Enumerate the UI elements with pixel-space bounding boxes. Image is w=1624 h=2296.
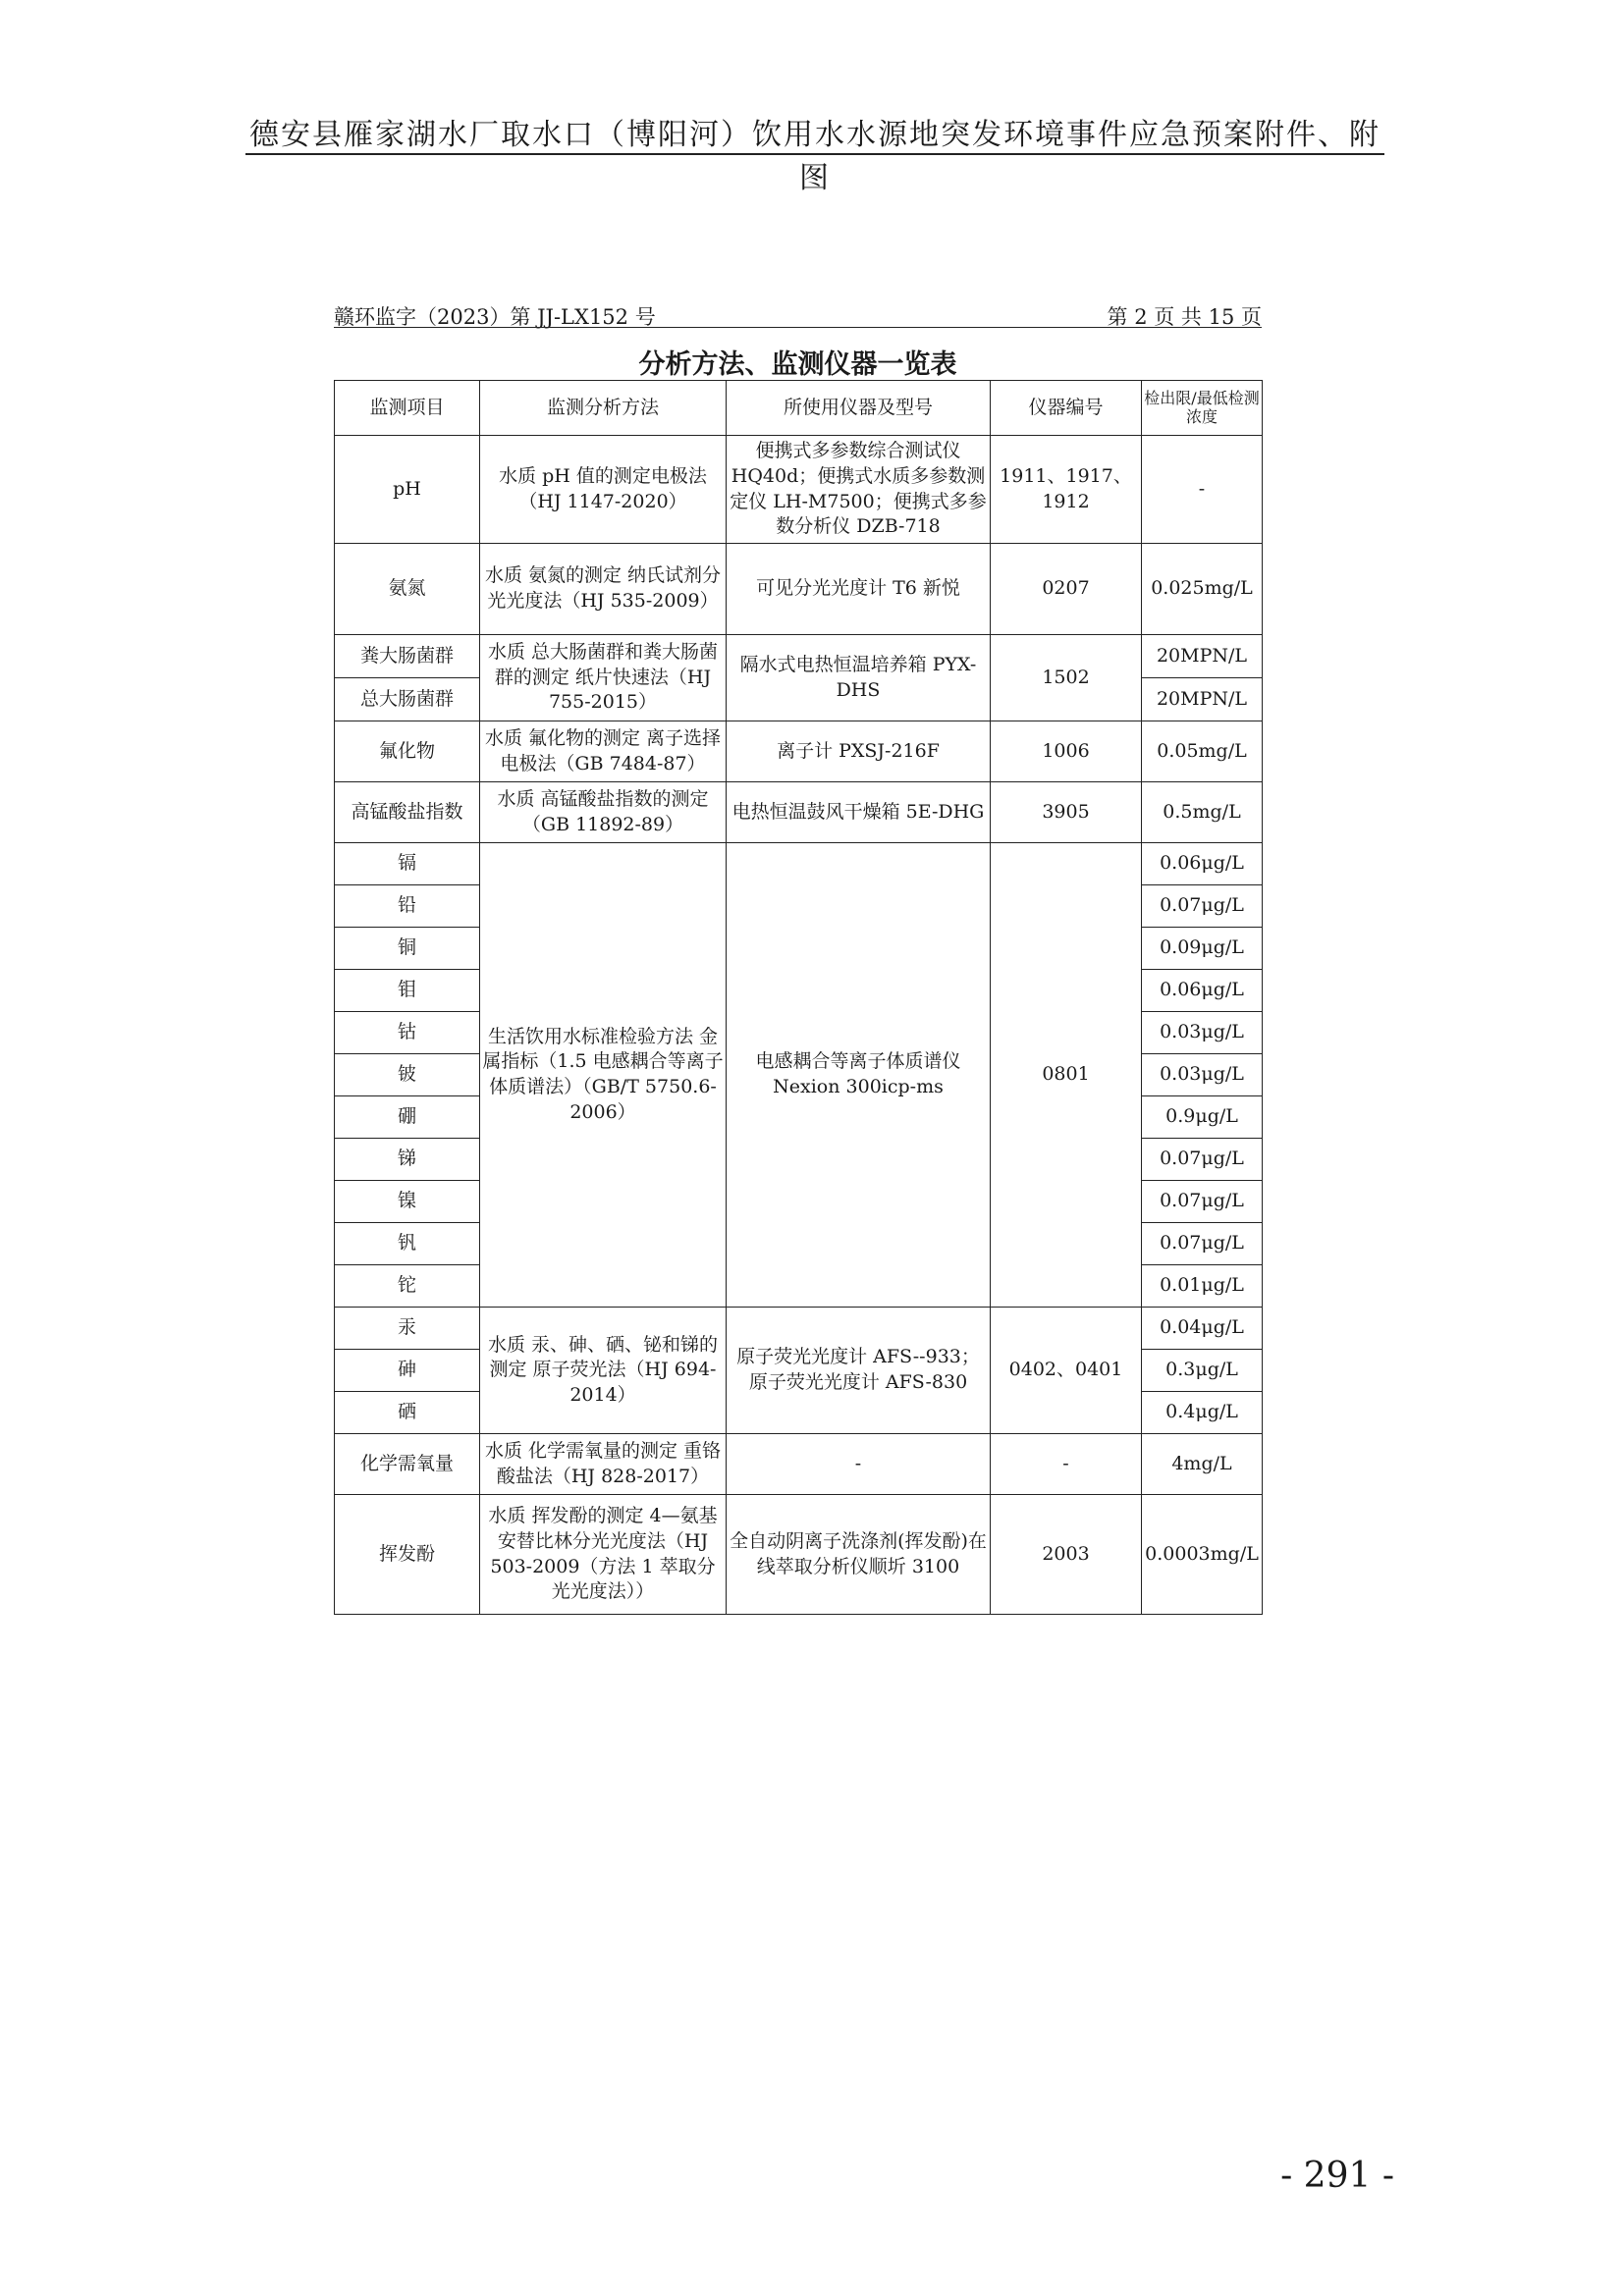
cell-item: 高锰酸盐指数	[335, 782, 480, 843]
cell-method: 水质 氟化物的测定 离子选择电极法（GB 7484-87）	[480, 721, 727, 782]
table-row	[335, 782, 1263, 843]
cell-item: 氨氮	[335, 544, 480, 635]
table-row	[335, 436, 1263, 544]
cell-item: 总大肠菌群	[335, 678, 480, 721]
cell-item: 硼	[335, 1096, 480, 1139]
report-meta-rule	[334, 327, 1262, 328]
cell-method: 水质 pH 值的测定电极法（HJ 1147-2020）	[480, 436, 727, 544]
method-table-container	[334, 380, 1262, 1615]
cell-item: 汞	[335, 1308, 480, 1350]
cell-item: 化学需氧量	[335, 1434, 480, 1495]
cell-limit: 0.03μg/L	[1142, 1054, 1263, 1096]
cell-method: 水质 总大肠菌群和粪大肠菌群的测定 纸片快速法（HJ 755-2015）	[480, 635, 727, 721]
cell-limit: 0.3μg/L	[1142, 1350, 1263, 1392]
header-limit: 检出限/最低检测浓度	[1142, 381, 1263, 436]
cell-method: 水质 挥发酚的测定 4—氨基安替比林分光光度法（HJ 503-2009（方法 1 萃取分光光度法））	[480, 1495, 727, 1615]
table-header-row	[335, 381, 1263, 436]
cell-code: 0402、0401	[991, 1308, 1142, 1434]
cell-instrument: -	[727, 1434, 991, 1495]
cell-limit: 0.4μg/L	[1142, 1392, 1263, 1434]
cell-code: 0801	[991, 843, 1142, 1308]
cell-limit: 0.025mg/L	[1142, 544, 1263, 635]
cell-instrument: 隔水式电热恒温培养箱 PYX-DHS	[727, 635, 991, 721]
cell-code: 2003	[991, 1495, 1142, 1615]
cell-method: 水质 高锰酸盐指数的测定（GB 11892-89）	[480, 782, 727, 843]
table-row	[335, 1308, 1263, 1350]
cell-method: 水质 汞、砷、硒、铋和锑的测定 原子荧光法（HJ 694-2014）	[480, 1308, 727, 1434]
cell-instrument: 便携式多参数综合测试仪 HQ40d；便携式水质多参数测定仪 LH-M7500；便携式多参数分析仪 DZB-718	[727, 436, 991, 544]
cell-instrument: 原子荧光光度计 AFS--933；原子荧光光度计 AFS-830	[727, 1308, 991, 1434]
cell-method: 生活饮用水标准检验方法 金属指标（1.5 电感耦合等离子体质谱法）（GB/T 5750.6-2006）	[480, 843, 727, 1308]
report-number: 赣环监字（2023）第 JJ-LX152 号	[334, 305, 656, 329]
cell-limit: 0.5mg/L	[1142, 782, 1263, 843]
method-table	[334, 380, 1263, 1615]
cell-code: 1911、1917、1912	[991, 436, 1142, 544]
cell-limit: 0.03μg/L	[1142, 1012, 1263, 1054]
cell-limit: 0.06μg/L	[1142, 843, 1263, 885]
table-row	[335, 544, 1263, 635]
cell-code: 1006	[991, 721, 1142, 782]
cell-code: 3905	[991, 782, 1142, 843]
cell-item: 砷	[335, 1350, 480, 1392]
cell-code: 1502	[991, 635, 1142, 721]
header-code: 仪器编号	[991, 381, 1142, 436]
table-row	[335, 635, 1263, 678]
cell-limit: 0.0003mg/L	[1142, 1495, 1263, 1615]
cell-instrument: 电热恒温鼓风干燥箱 5E-DHG	[727, 782, 991, 843]
cell-limit: 0.07μg/L	[1142, 1139, 1263, 1181]
cell-limit: 0.07μg/L	[1142, 1223, 1263, 1265]
cell-limit: 0.04μg/L	[1142, 1308, 1263, 1350]
cell-limit: 0.06μg/L	[1142, 970, 1263, 1012]
cell-limit: 0.09μg/L	[1142, 928, 1263, 970]
cell-item: 氟化物	[335, 721, 480, 782]
cell-limit: 0.07μg/L	[1142, 885, 1263, 928]
header-method: 监测分析方法	[480, 381, 727, 436]
cell-limit: 0.05mg/L	[1142, 721, 1263, 782]
cell-limit: 0.9μg/L	[1142, 1096, 1263, 1139]
cell-item: 挥发酚	[335, 1495, 480, 1615]
cell-code: 0207	[991, 544, 1142, 635]
cell-limit: 20MPN/L	[1142, 635, 1263, 678]
cell-item: 铍	[335, 1054, 480, 1096]
cell-item: pH	[335, 436, 480, 544]
cell-limit: -	[1142, 436, 1263, 544]
cell-method: 水质 氨氮的测定 纳氏试剂分光光度法（HJ 535-2009）	[480, 544, 727, 635]
cell-item: 镍	[335, 1181, 480, 1223]
table-row	[335, 721, 1263, 782]
page-number: - 291 -	[1280, 2156, 1394, 2196]
cell-item: 钒	[335, 1223, 480, 1265]
cell-instrument: 电感耦合等离子体质谱仪 Nexion 300icp-ms	[727, 843, 991, 1308]
cell-method: 水质 化学需氧量的测定 重铬酸盐法（HJ 828-2017）	[480, 1434, 727, 1495]
table-row	[335, 1495, 1263, 1615]
cell-item: 锑	[335, 1139, 480, 1181]
cell-limit: 0.07μg/L	[1142, 1181, 1263, 1223]
cell-limit: 0.01μg/L	[1142, 1265, 1263, 1308]
cell-item: 粪大肠菌群	[335, 635, 480, 678]
cell-limit: 4mg/L	[1142, 1434, 1263, 1495]
cell-item: 镉	[335, 843, 480, 885]
page-info: 第 2 页 共 15 页	[1107, 305, 1262, 329]
cell-instrument: 全自动阴离子洗涤剂(挥发酚)在线萃取分析仪顺圻 3100	[727, 1495, 991, 1615]
cell-item: 硒	[335, 1392, 480, 1434]
cell-item: 铅	[335, 885, 480, 928]
cell-item: 钼	[335, 970, 480, 1012]
header-rule	[245, 153, 1384, 155]
cell-item: 钴	[335, 1012, 480, 1054]
cell-item: 铊	[335, 1265, 480, 1308]
table-row	[335, 843, 1263, 885]
cell-limit: 20MPN/L	[1142, 678, 1263, 721]
table-title: 分析方法、监测仪器一览表	[638, 349, 957, 380]
header-item: 监测项目	[335, 381, 480, 436]
cell-instrument: 离子计 PXSJ-216F	[727, 721, 991, 782]
cell-item: 铜	[335, 928, 480, 970]
document-header: 德安县雁家湖水厂取水口（博阳河）饮用水水源地突发环境事件应急预案附件、附图	[249, 118, 1380, 195]
cell-instrument: 可见分光光度计 T6 新悦	[727, 544, 991, 635]
header-instrument: 所使用仪器及型号	[727, 381, 991, 436]
cell-code: -	[991, 1434, 1142, 1495]
table-row	[335, 1434, 1263, 1495]
